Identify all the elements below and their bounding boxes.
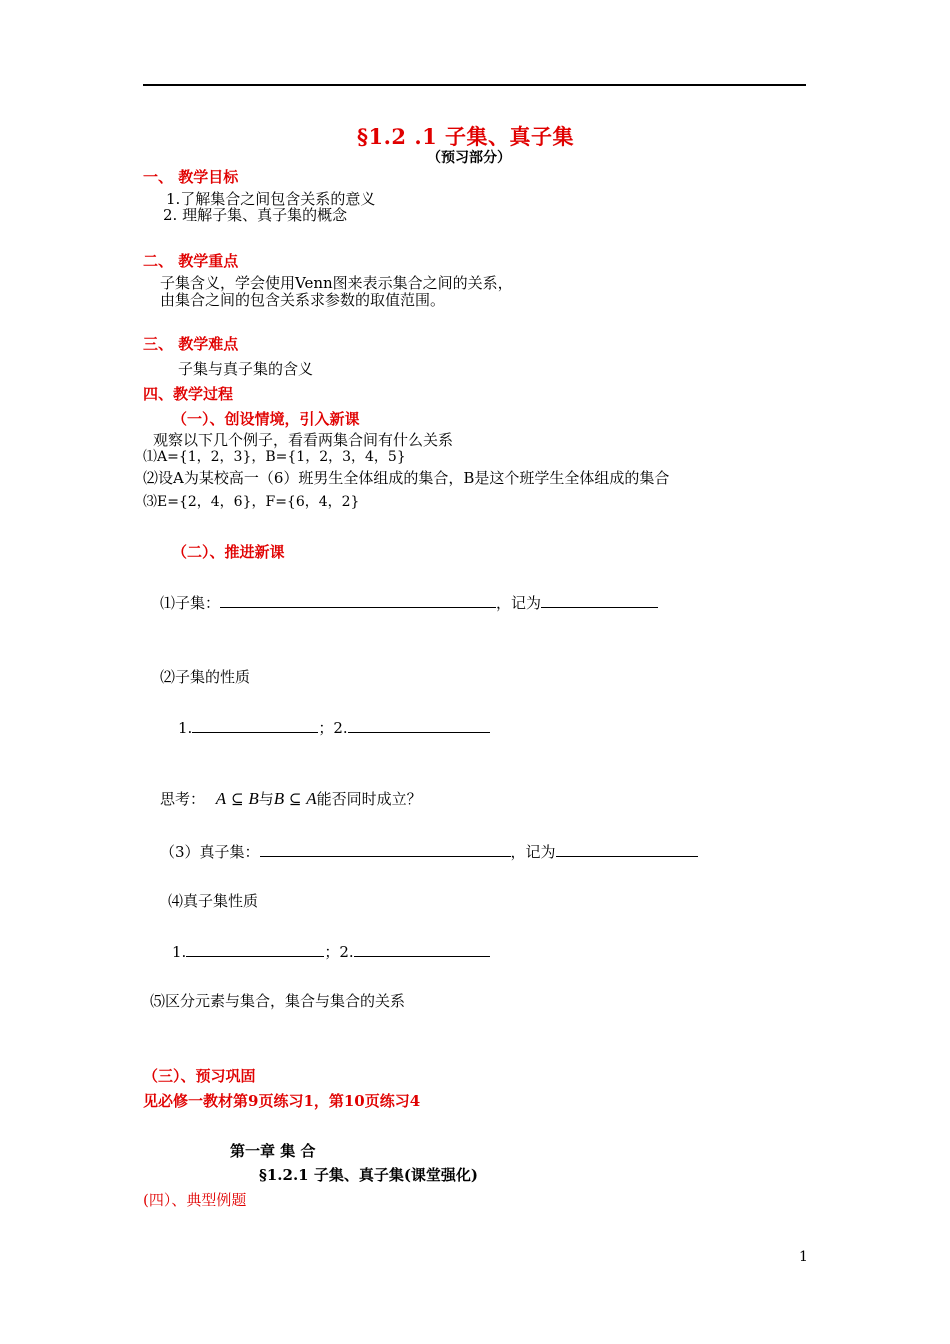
proper-subset-label: （3）真子集：: [160, 843, 260, 861]
think-question: [160, 788, 422, 809]
item-number: ；2.: [324, 943, 354, 961]
objective-item: 2. 理解子集、真子集的概念: [163, 206, 348, 224]
subset-properties-blanks: [178, 717, 490, 738]
item-number: 1.: [178, 719, 193, 737]
subsection-heading-review: （三）、预习巩固: [143, 1067, 256, 1085]
chapter-heading: 第一章 集 合: [230, 1142, 316, 1160]
math-symbol: B: [248, 789, 259, 808]
example-2: ⑵设A为某校高一（6）班男生全体组成的集合，B是这个班学生全体组成的集合: [143, 469, 670, 487]
key-point-line: 子集含义，学会使用Venn图来表示集合之间的关系，: [160, 274, 513, 292]
fill-in-blank[interactable]: [348, 718, 490, 733]
section-heading-process: 四、教学过程: [143, 385, 234, 403]
subsection-heading-introduction: （一）、创设情境，引入新课: [172, 410, 360, 428]
notation-label: ，记为: [510, 843, 556, 861]
section-heading-difficulty: 三、 教学难点: [143, 335, 239, 353]
difficulty-text: 子集与真子集的含义: [178, 360, 314, 378]
math-symbol: A: [306, 789, 317, 808]
think-label: 思考：: [160, 790, 206, 808]
page-subtitle: （预习部分）: [427, 150, 511, 166]
page-number: 1: [799, 1249, 808, 1265]
subset-definition-line: [160, 592, 658, 613]
example-3: ⑶E={2，4，6}，F={6，4，2}: [143, 494, 360, 510]
math-symbol: A: [215, 789, 227, 808]
subset-symbol: ⊆: [288, 790, 302, 808]
subset-symbol: ⊆: [230, 790, 244, 808]
item-number: ；2.: [318, 719, 348, 737]
fill-in-blank[interactable]: [220, 593, 496, 608]
fill-in-blank[interactable]: [192, 718, 318, 733]
proper-subset-properties-label: ⑷真子集性质: [168, 892, 259, 910]
subset-label: ⑴子集：: [160, 594, 221, 612]
math-symbol: B: [273, 789, 285, 808]
subset-properties-label: ⑵子集的性质: [160, 668, 251, 686]
proper-subset-definition-line: [160, 841, 698, 862]
exercise-reference: 见必修一教材第9页练习1，第10页练习4: [143, 1092, 421, 1110]
example-1: ⑴A={1，2，3}，B={1，2，3，4，5}: [143, 449, 406, 465]
objective-item: 1.了解集合之间包含关系的意义: [166, 190, 376, 208]
fill-in-blank[interactable]: [186, 942, 324, 957]
conjunction-text: 与: [258, 790, 274, 808]
fill-in-blank[interactable]: [541, 593, 658, 608]
notation-label: ，记为: [496, 594, 542, 612]
fill-in-blank[interactable]: [260, 842, 511, 857]
fill-in-blank[interactable]: [556, 842, 698, 857]
think-tail-text: 能否同时成立？: [316, 790, 422, 808]
typical-examples-heading: (四）、典型例题: [143, 1191, 247, 1209]
section-heading-objectives: 一、 教学目标: [143, 168, 239, 186]
fill-in-blank[interactable]: [354, 942, 490, 957]
section-heading-key-points: 二、 教学重点: [143, 252, 239, 270]
intro-text: 观察以下几个例子，看看两集合间有什么关系: [153, 431, 454, 449]
item-number: 1.: [172, 943, 187, 961]
element-vs-set-question: ⑸区分元素与集合，集合与集合的关系: [150, 992, 406, 1010]
section-heading-reinforcement: §1.2.1 子集、真子集(课堂强化): [259, 1166, 479, 1184]
page-title: §1.2 .1 子集、真子集: [357, 124, 575, 149]
header-rule: [143, 84, 806, 86]
key-point-line: 由集合之间的包含关系求参数的取值范围。: [160, 291, 446, 309]
proper-subset-properties-blanks: [172, 941, 490, 962]
subsection-heading-new-lesson: （二）、推进新课: [172, 543, 285, 561]
